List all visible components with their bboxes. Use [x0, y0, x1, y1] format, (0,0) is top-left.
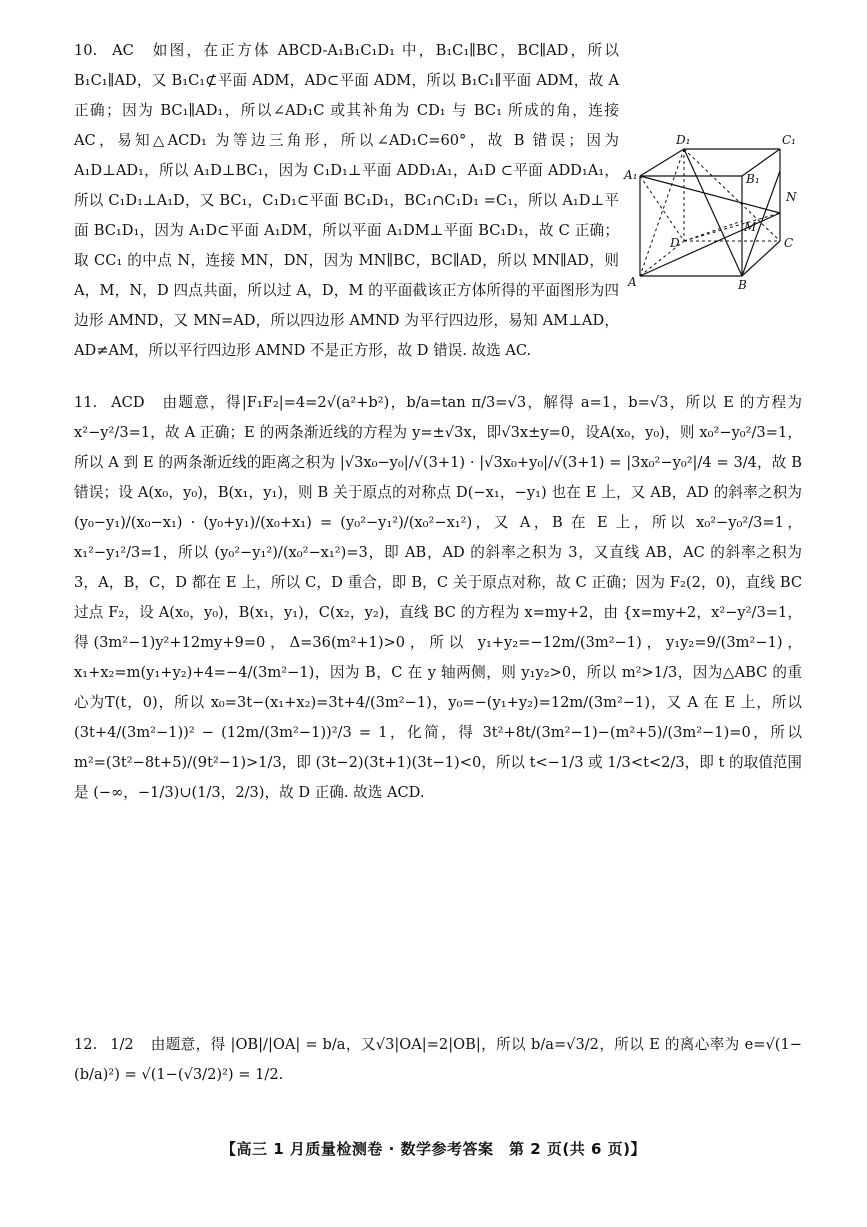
label-d1: D₁: [676, 133, 691, 147]
hidden-line: [684, 213, 780, 241]
problem-answer: ACD: [111, 394, 145, 411]
problem-solution: 由题意，得 |OB|/|OA| = b/a，又√3|OA|=2|OB|，所以 b/a=√3/2，所以 E 的离心率为 e=√(1−(b/a)²) = √(1−(√3/2)²) = 1/2.: [74, 1036, 803, 1083]
label-b: B: [738, 278, 747, 291]
d1-b-line: [684, 149, 742, 276]
problem-number: 10.: [74, 42, 98, 59]
problem-answer: 1/2: [110, 1036, 134, 1053]
problem-number: 12.: [74, 1036, 98, 1053]
cube-edge: [640, 149, 684, 176]
problem-solution: 如图，在正方体 ABCD-A₁B₁C₁D₁ 中，B₁C₁∥BC，BC∥AD，所以 B₁C₁∥AD，又 B₁C₁⊄平面 ADM，AD⊂平面 ADM，所以 B₁C₁∥平面 ADM，故 A 正确；因为 BC₁∥AD₁，所以∠AD₁C 或其补角为 CD₁ 与 BC₁ 所成的角，连接 AC，易知△ACD₁ 为等边三角形，所以∠AD₁C=60°，故 B 错误；因为 A₁D⊥AD₁，所以 A₁D⊥BC₁，因为 C₁D₁⊥平面 ADD₁A₁，A₁D ⊂平面 ADD₁A₁，所以 C₁D₁⊥A₁D，又 BC₁，C₁D₁⊂平面 BC₁D₁，BC₁∩C₁D₁ =C₁，所以 A₁D⊥平面 BC₁D₁，因为 A₁D⊂平面 A₁DM，所以平面 A₁DM⊥平面 BC₁D₁，故 C 正确；取 CC₁ 的中点 N，连接 MN，DN，因为 MN∥BC，BC∥AD，所以 MN∥AD，则 A，M，N，D 四点共面，所以过 A，D，M 的平面截该正方体所得的平面图形为四边形 AMND，又 MN=AD，所以四边形 AMND 为平行四边形，易知 AM⊥AD，AD≠AM，所以平行四边形 AMND 不是正方形，故 D 错误. 故选 AC.: [74, 42, 619, 359]
a-n-line: [640, 213, 780, 276]
label-m: M: [744, 220, 757, 234]
problem-answer: AC: [112, 42, 134, 59]
label-n: N: [786, 190, 797, 204]
problem-number: 11.: [74, 394, 98, 411]
hidden-line: [640, 149, 684, 276]
problem-solution: 由题意，得|F₁F₂|=4=2√(a²+b²)，b/a=tan π/3=√3，解得 a=1，b=√3，所以 E 的方程为 x²−y²/3=1，故 A 正确；E 的两条渐近线的方程为 y=±√3x，即√3x±y=0，设A(x₀，y₀)，则 x₀²−y₀²/3=1，所以 A 到 E 的两条渐近线的距离之积为 |√3x₀−y₀|/√(3+1) · |√3x₀+y₀|/√(3+1) = |3x₀²−y₀²|/4 = 3/4，故 B 错误；设 A(x₀，y₀)，B(x₁，y₁)，则 B 关于原点的对称点 D(−x₁，−y₁) 也在 E 上，又 AB，AD 的斜率之积为 (y₀−y₁)/(x₀−x₁) · (y₀+y₁)/(x₀+x₁) = (y₀²−y₁²)/(x₀²−x₁²)，又 A，B 在 E 上，所以 x₀²−y₀²/3=1，x₁²−y₁²/3=1，所以 (y₀²−y₁²)/(x₀²−x₁²)=3，即 AB，AD 的斜率之积为 3，又直线 AB，AC 的斜率之积为 3，A，B，C，D 都在 E 上，所以 C，D 重合，即 B，C 关于原点对称，故 C 正确；因为 F₂(2，0)，直线 BC 过点 F₂，设 A(x₀，y₀)，B(x₁，y₁)，C(x₂，y₂)，直线 BC 的方程为 x=my+2，由 {x=my+2，x²−y²/3=1，得(3m²−1)y²+12my+9=0，Δ=36(m²+1)>0，所以 y₁+y₂=−12m/(3m²−1)，y₁y₂=9/(3m²−1)，x₁+x₂=m(y₁+y₂)+4=−4/(3m²−1)，因为 B，C 在 y 轴两侧，则 y₁y₂>0，所以 m²>1/3，因为△ABC 的重心为T(t，0)，所以 x₀=3t−(x₁+x₂)=3t+4/(3m²−1)，y₀=−(y₁+y₂)=12m/(3m²−1)，又 A 在 E 上，所以 (3t+4/(3m²−1))² − (12m/(3m²−1))²/3 = 1，化简，得 3t²+8t/(3m²−1)−(m²+5)/(3m²−1)=0，所以 m²=(3t²−8t+5)/(9t²−1)>1/3，即 (3t−2)(3t+1)(3t−1)<0，所以 t<−1/3 或 1/3<t<2/3，即 t 的取值范围是 (−∞，−1/3)∪(1/3，2/3)，故 D 正确. 故选 ACD.: [74, 394, 803, 801]
hidden-line: [684, 221, 742, 241]
cube-figure: [622, 131, 804, 291]
label-a: A: [628, 275, 637, 289]
label-c: C: [784, 236, 794, 250]
label-d: D: [670, 236, 680, 250]
problem-12: [74, 1030, 802, 1090]
label-b1: B₁: [746, 172, 760, 186]
page-footer: 【高三 1 月质量检测卷 · 数学参考答案 第 2 页(共 6 页)】: [221, 1140, 646, 1158]
label-c1: C₁: [782, 133, 796, 147]
label-a1: A₁: [624, 168, 638, 182]
problem-11: [74, 388, 802, 808]
